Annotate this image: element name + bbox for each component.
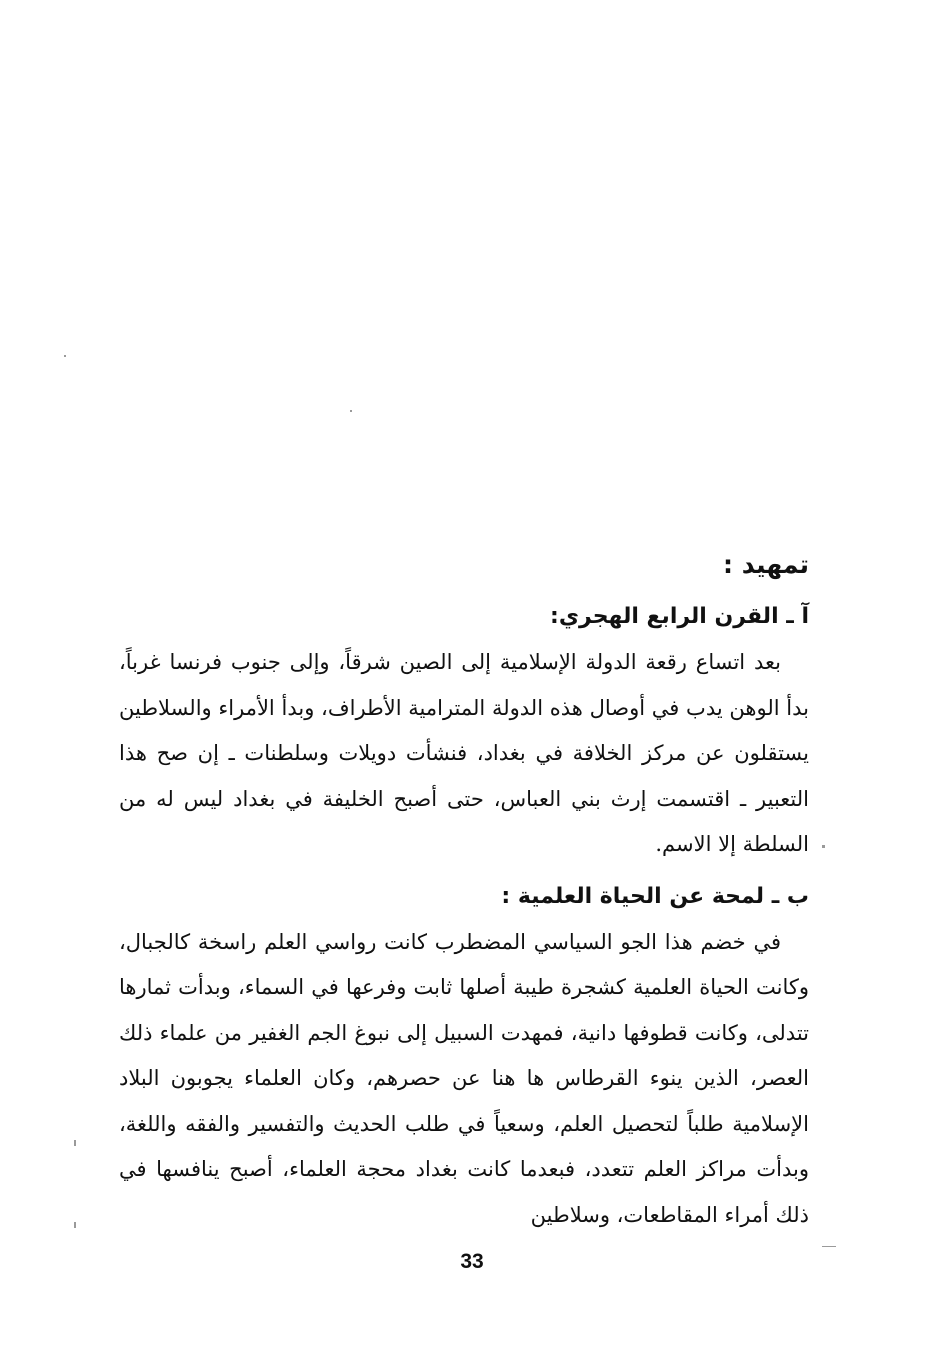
scan-speck (74, 1222, 76, 1228)
scan-speck (822, 845, 825, 848)
paragraph-scientific-life: في خضم هذا الجو السياسي المضطرب كانت رواسي العلم راسخة كالجبال، وكانت الحياة العلمية كشجرة طيبة أصلها ثابت وفرعها في السماء، وبدأت ثمارها تتدلى، وكانت قطوفها دانية، فمهدت السبيل إلى نبوغ الجم الغفير من علماء ذلك العصر، الذين ينوء القرطاس ها هنا عن حصرهم، وكان العلماء يجوبون البلاد الإسلامية طلباً لتحصيل العلم، وسعياً في طلب الحديث والتفسير والفقه واللغة، وبدأت مراكز العلم تتعدد، فبعدما كانت بغداد محجة العلماء، أصبح ينافسها في ذلك أمراء المقاطعات، وسلاطين (119, 929, 809, 1227)
scan-speck (822, 1246, 836, 1247)
page-body (119, 540, 809, 1238)
scan-speck (64, 355, 66, 357)
scan-speck (350, 410, 352, 412)
section-heading-scientific-life: ب ـ لمحة عن الحياة العلمية : (501, 883, 809, 909)
section-heading-fourth-century: آ ـ القرن الرابع الهجري: (550, 604, 809, 629)
scan-speck (74, 1140, 76, 1146)
paragraph-fourth-century: بعد اتساع رقعة الدولة الإسلامية إلى الصين شرقاً، وإلى جنوب فرنسا غرباً، بدأ الوهن يدب في أوصال هذه الدولة المترامية الأطراف، وبدأ الأمراء والسلاطين يستقلون عن مركز الخلافة في بغداد، فنشأت دويلات وسلطنات ـ إن صح هذا التعبير ـ اقتسمت إرث بني العباس، حتى أصبح الخليفة في بغداد ليس له من السلطة إلا الاسم. (119, 650, 809, 856)
page-number: 33 (460, 1250, 484, 1273)
chapter-title: تمهيد : (723, 550, 809, 579)
